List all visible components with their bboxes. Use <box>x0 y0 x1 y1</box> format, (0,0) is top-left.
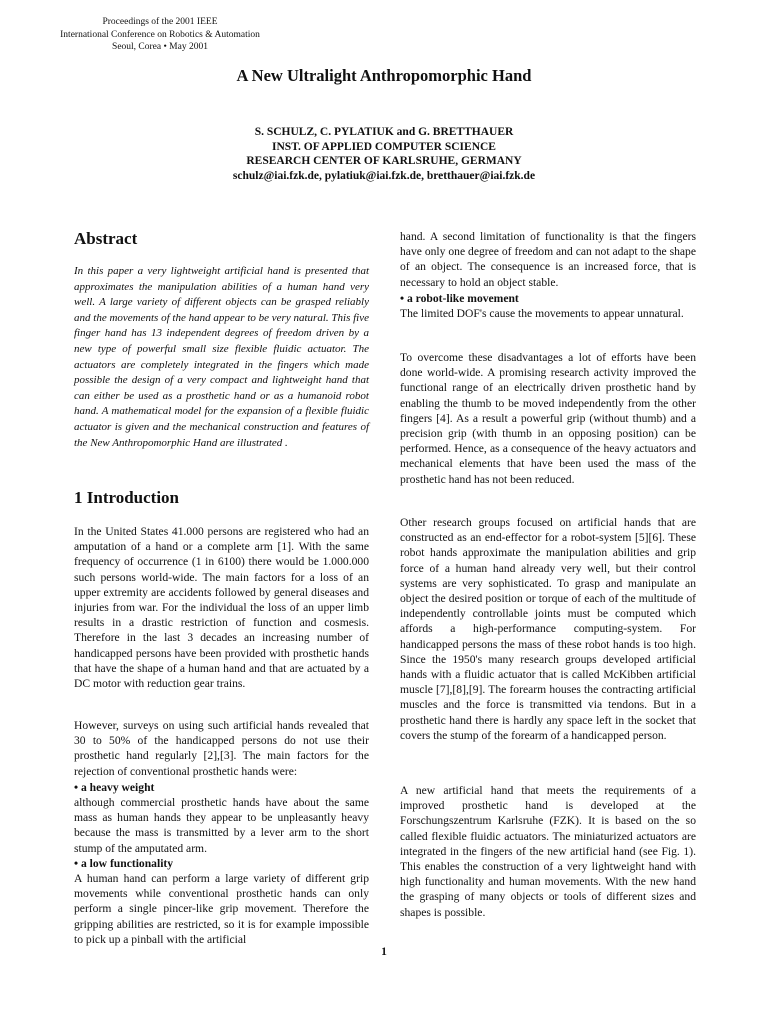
page-number: 1 <box>381 946 387 958</box>
right-paragraph-1: To overcome these disadvantages a lot of efforts have been done world-wide. A promising research activity improved the functional range of an electrically driven prosthetic hand by enabling the thumb to be moved independently from the other fingers [4]. As a result a powerful grip (without thumb) and a precision grip (with thumb in an opposing position) can be performed. Hence, as a consequence of the heavy actuators and mechanical elements that have been used the mass of the prosthetic hand has not been reduced. <box>400 351 696 486</box>
proceedings-header <box>40 16 280 54</box>
bullet-heavy-weight: • a heavy weight <box>74 781 155 794</box>
research-center: RESEARCH CENTER OF KARLSRUHE, GERMANY <box>246 155 522 167</box>
right-paragraph-0: hand. A second limitation of functionality is that the fingers have only one degree of freedom and can not adapt to the shape of an object. The consequence is an increased force, that is necessary to hold an object stable. <box>400 230 696 289</box>
proceedings-line-1: Proceedings of the 2001 IEEE <box>102 17 218 27</box>
abstract-heading: Abstract <box>74 229 138 248</box>
intro-paragraph-1: In the United States 41.000 persons are registered who had an amputation of a hand or a complete arm [1]. With the same frequency of occurrence (1 in 6100) there would be 1.000.000 such persons world-wide. The main factors for a loss of an upper extremity are accidents followed by general diseases and injuries from war. For the individual the loss of an upper limb results in a drastic restriction of function and cosmesis. Therefore in the last 3 decades an increasing number of handicapped persons have been provided with prosthetic hands that have the shape of a human hand and that are actuated by a DC motor with reduction gear trains. <box>74 525 369 691</box>
bullet-robot-like-movement-text: The limited DOF's cause the movements to appear unnatural. <box>400 307 684 320</box>
bullet-heavy-weight-text: although commercial prosthetic hands have about the same mass as human hands they appear to be unpleasantly heavy because the mass is transmitted by a lever arm to the short stump of the amputated arm. <box>74 796 369 855</box>
right-paragraph-2: Other research groups focused on artificial hands that are constructed as an end-effector for a robot-system [5][6]. These robot hands approximate the manipulation abilities and grip force of a human hand already very well, but their control systems are very sophisticated. To grasp and manipulate an object the desired position or torque of each of the multitude of independently controllable joints must be computed which affords a high-performance computing-system. For handicapped persons the mass of these robot hands is too high. Since the 1950's many research groups developed artificial hands with a fluidic actuator that is called McKibben artificial muscle [7],[8],[9]. The forearm houses the contracting artificial muscles and the force is transmitted via tendons. But in a prosthetic hand there is hardly any space left in the socket that covers the stump of the forearm of a handicapped person. <box>400 516 696 742</box>
abstract-text: In this paper a very lightweight artificial hand is presented that approximates the manipulation abilities of a human hand very well. A large variety of different objects can be grasped reliably and the movements of the hand appear to be very natural. This five finger hand has 13 independent degrees of freedom driven by a new type of powerful small size flexible fluidic actuator. The actuators are completely integrated in the fingers which made possible the design of a very compact and lightweight hand that can either be used as a prosthetic hand or as a humanoid robot hand. A mathematical model for the expansion of a flexible fluidic actuator is given and the mechanical construction and features of the New Anthropomorphic Hand are illustrated . <box>74 265 369 449</box>
introduction-heading: 1 Introduction <box>74 488 180 507</box>
proceedings-line-2: International Conference on Robotics & Automation <box>60 29 260 40</box>
institute: INST. OF APPLIED COMPUTER SCIENCE <box>272 140 496 153</box>
emails: schulz@iai.fzk.de, pylatiuk@iai.fzk.de, bretthauer@iai.fzk.de <box>232 169 536 182</box>
bullet-low-functionality: • a low functionality <box>74 857 174 870</box>
paper-title: A New Ultralight Anthropomorphic Hand <box>236 66 532 85</box>
bullet-low-functionality-text: A human hand can perform a large variety of different grip movements while conventional prosthetic hands can only perform a single pincer-like grip movement. Therefore the gripping abilities are restricted, so it is for example impossible to pick up a pinball with the artificial <box>74 872 369 946</box>
intro-paragraph-2: However, surveys on using such artificial hands revealed that 30 to 50% of the handicapped persons do not use their prosthetic hand regularly [2],[3]. The main factors for the rejection of conventional prosthetic hands were: <box>74 719 369 778</box>
bullet-robot-like-movement: • a robot-like movement <box>400 292 519 305</box>
right-paragraph-3: A new artificial hand that meets the requirements of a improved prosthetic hand is developed at the Forschungszentrum Karlsruhe (FZK). It is based on the so called flexible fluidic actuators. The miniaturized actuators are integrated in the fingers of the new artificial hand (see Fig. 1). This enables the construction of a very lightweight hand with high functionality and human movements. With the new hand the grasping of many objects or tools of different sizes and shapes is possible. <box>400 784 696 919</box>
proceedings-line-3: Seoul, Corea • May 2001 <box>112 42 208 52</box>
author-block <box>0 125 768 183</box>
authors: S. SCHULZ, C. PYLATIUK and G. BRETTHAUER <box>254 126 514 138</box>
